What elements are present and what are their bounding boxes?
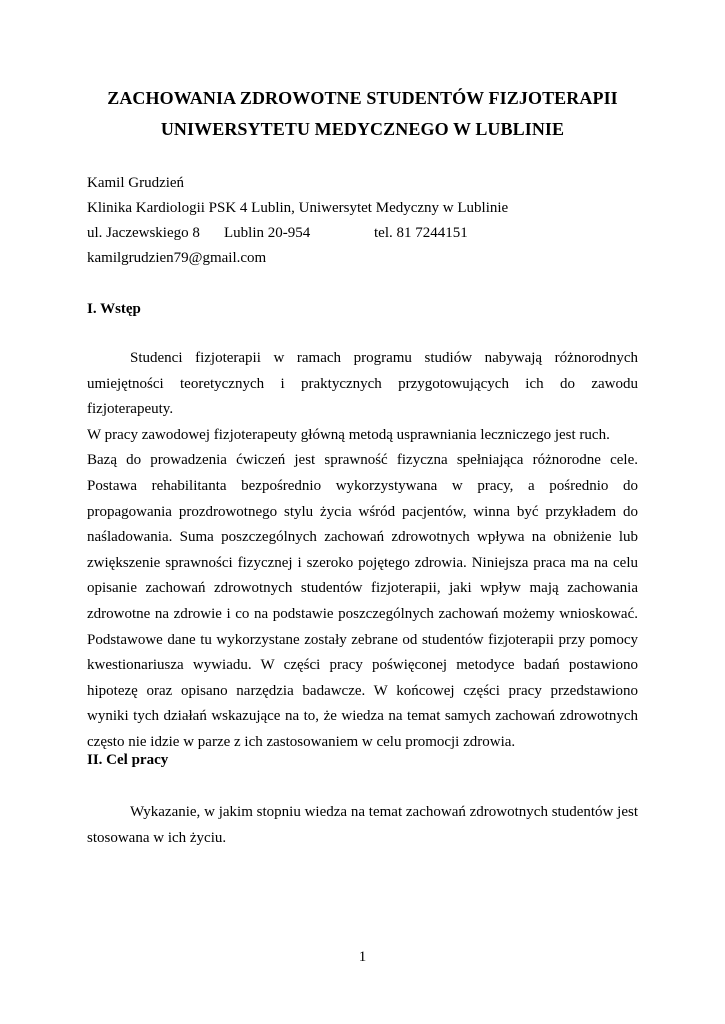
author-email: kamilgrudzien79@gmail.com xyxy=(87,250,267,266)
section-1-paragraph-2: W pracy zawodowej fizjoterapeuty główną metodą usprawniania leczniczego jest ruch. xyxy=(87,426,610,443)
address-street: ul. Jaczewskiego 8 xyxy=(87,225,200,241)
page-number: 1 xyxy=(358,949,367,965)
author-address xyxy=(87,225,468,242)
section-1-paragraph-3: Bazą do prowadzenia ćwiczeń jest sprawność fizyczna spełniająca różnorodne cele. Postawa rehabilitanta bezpośrednio wykorzystywana w pracy, a pośrednio do propagowania prozdrowotnego stylu życia wśród pacjentów, winna być przykładem do naśladowania. Suma poszczególnych zachowań zdrowotnych wpływa na obniżenie lub zwiększenie sprawności fizycznej i szeroko pojętego zdrowia. Niniejsza praca ma na celu opisanie zachowań zdrowotnych studentów fizjoterapii, jaki wpływ mają zachowania zdrowotne na zdrowie i co na podstawie poszczególnych zachowań możemy wnioskować. Podstawowe dane tu wykorzystane zostały zebrane od studentów fizjoterapii przy pomocy kwestionariusza wywiadu. W części pracy poświęconej metodyce badań postawiono hipotezę oraz opisano narzędzia badawcze. W końcowej części pracy przedstawiono wyniki tych działań wskazujące na to, że wiedza na temat samych zachowań zdrowotnych często nie idzie w parze z ich zastosowaniem w celu promocji zdrowia. xyxy=(87,452,638,750)
section-1-paragraph-1: Studenci fizjoterapii w ramach programu studiów nabywają różnorodnych umiejętności teoretycznych i praktycznych przygotowujących ich do zawodu fizjoterapeuty. xyxy=(87,350,638,418)
section-1-heading: I. Wstęp xyxy=(87,301,141,317)
paper-title-line-2: UNIWERSYTETU MEDYCZNEGO W LUBLINIE xyxy=(160,119,565,139)
section-1-body xyxy=(87,346,638,756)
paper-title-line-1: ZACHOWANIA ZDROWOTNE STUDENTÓW FIZJOTERAPII xyxy=(107,88,618,108)
address-city: Lublin 20-954 xyxy=(224,225,311,241)
section-2-paragraph-1: Wykazanie, w jakim stopniu wiedza na temat zachowań zdrowotnych studentów jest stosowana w ich życiu. xyxy=(87,804,638,846)
author-name: Kamil Grudzień xyxy=(87,175,185,191)
author-affiliation: Klinika Kardiologii PSK 4 Lublin, Uniwersytet Medyczny w Lublinie xyxy=(87,200,509,216)
section-2-body xyxy=(87,800,638,851)
address-phone: tel. 81 7244151 xyxy=(374,225,468,241)
section-2-heading: II. Cel pracy xyxy=(87,752,169,768)
